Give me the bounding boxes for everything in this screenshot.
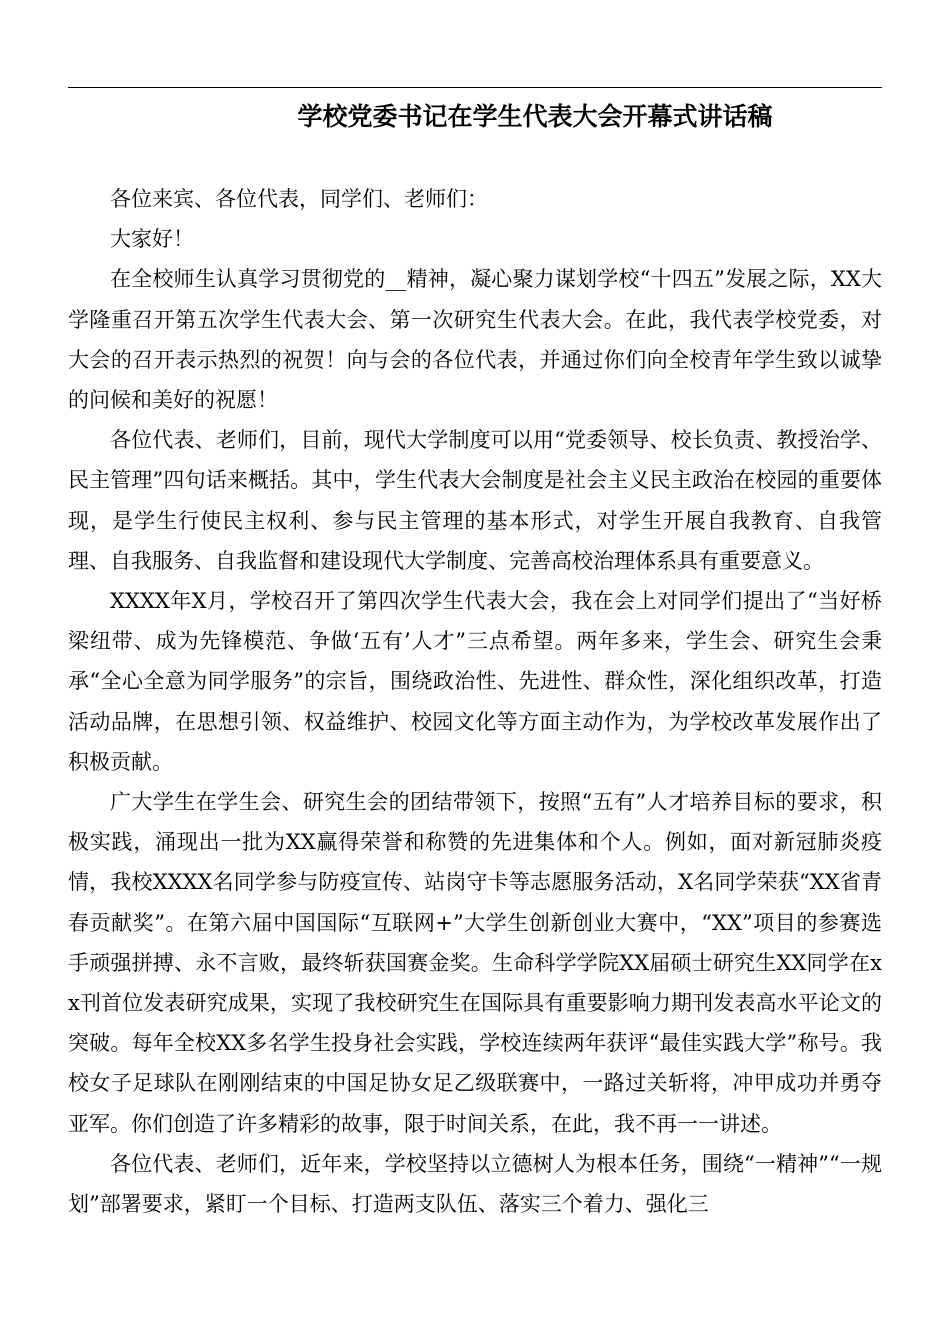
paragraph-recent-years: 各位代表、老师们，近年来，学校坚持以立德树人为根本任务，围绕“一精神”“一规划”部署要求，紧盯一个目标、打造两支队伍、落实三个着力、强化三 bbox=[68, 1151, 882, 1217]
paragraph-fourth-congress: XXXX年X月，学校召开了第四次学生代表大会，我在会上对同学们提出了“当好桥梁纽带、成为先锋模范、争做‘五有’人才”三点希望。两年多来，学生会、研究生会秉承“全心全意为同学服务”的宗旨，围绕政治性、先进性、群众性，深化组织改革，打造活动品牌，在思想引领、权益维护、校园文化等方面主动作为，为学校改革发展作出了积极贡献。 bbox=[68, 589, 882, 774]
paragraph-opening: 在全校师生认真学习贯彻党的__精神，凝心聚力谋划学校“十四五”发展之际，XX大学隆重召开第五次学生代表大会、第一次研究生代表大会。在此，我代表学校党委，对大会的召开表示热烈的祝贺！向与会的各位代表，并通过你们向全校青年学生致以诚挚的问候和美好的祝愿！ bbox=[68, 267, 882, 413]
document-title: 学校党委书记在学生代表大会开幕式讲话稿 bbox=[297, 102, 773, 131]
header-rule bbox=[68, 87, 882, 88]
paragraph-achievements: 广大学生在学生会、研究生会的团结带领下，按照“五有”人才培养目标的要求，积极实践，涌现出一批为XX赢得荣誉和称赞的先进集体和个人。例如，面对新冠肺炎疫情，我校XXXX名同学参与防疫宣传、站岗守卡等志愿服务活动，X名同学荣获“XX省青春贡献奖”。在第六届中国国际“互联网+”大学生创新创业大赛中，“XX”项目的参赛选手顽强拼搏、永不言败，最终斩获国赛金奖。生命科学学院XX届硕士研究生XX同学在xx刊首位发表研究成果，实现了我校研究生在国际具有重要影响力期刊发表高水平论文的突破。每年全校XX多名学生投身社会实践，学校连续两年获评“最佳实践大学”称号。我校女子足球队在刚刚结束的中国足协女足乙级联赛中，一路过关斩将，冲甲成功并勇夺亚军。你们创造了许多精彩的故事，限于时间关系，在此，我不再一一讲述。 bbox=[68, 790, 882, 1136]
paragraph-greeting: 大家好！ bbox=[110, 227, 194, 252]
paragraph-university-system: 各位代表、老师们，目前，现代大学制度可以用“党委领导、校长负责、教授治学、民主管理”四句话来概括。其中，学生代表大会制度是社会主义民主政治在校园的重要体现，是学生行使民主权利、参与民主管理的基本形式，对学生开展自我教育、自我管理、自我服务、自我监督和建设现代大学制度、完善高校治理体系具有重要意义。 bbox=[68, 428, 882, 573]
paragraph-salutation: 各位来宾、各位代表，同学们、老师们： bbox=[110, 187, 488, 211]
document-body bbox=[68, 179, 882, 1224]
